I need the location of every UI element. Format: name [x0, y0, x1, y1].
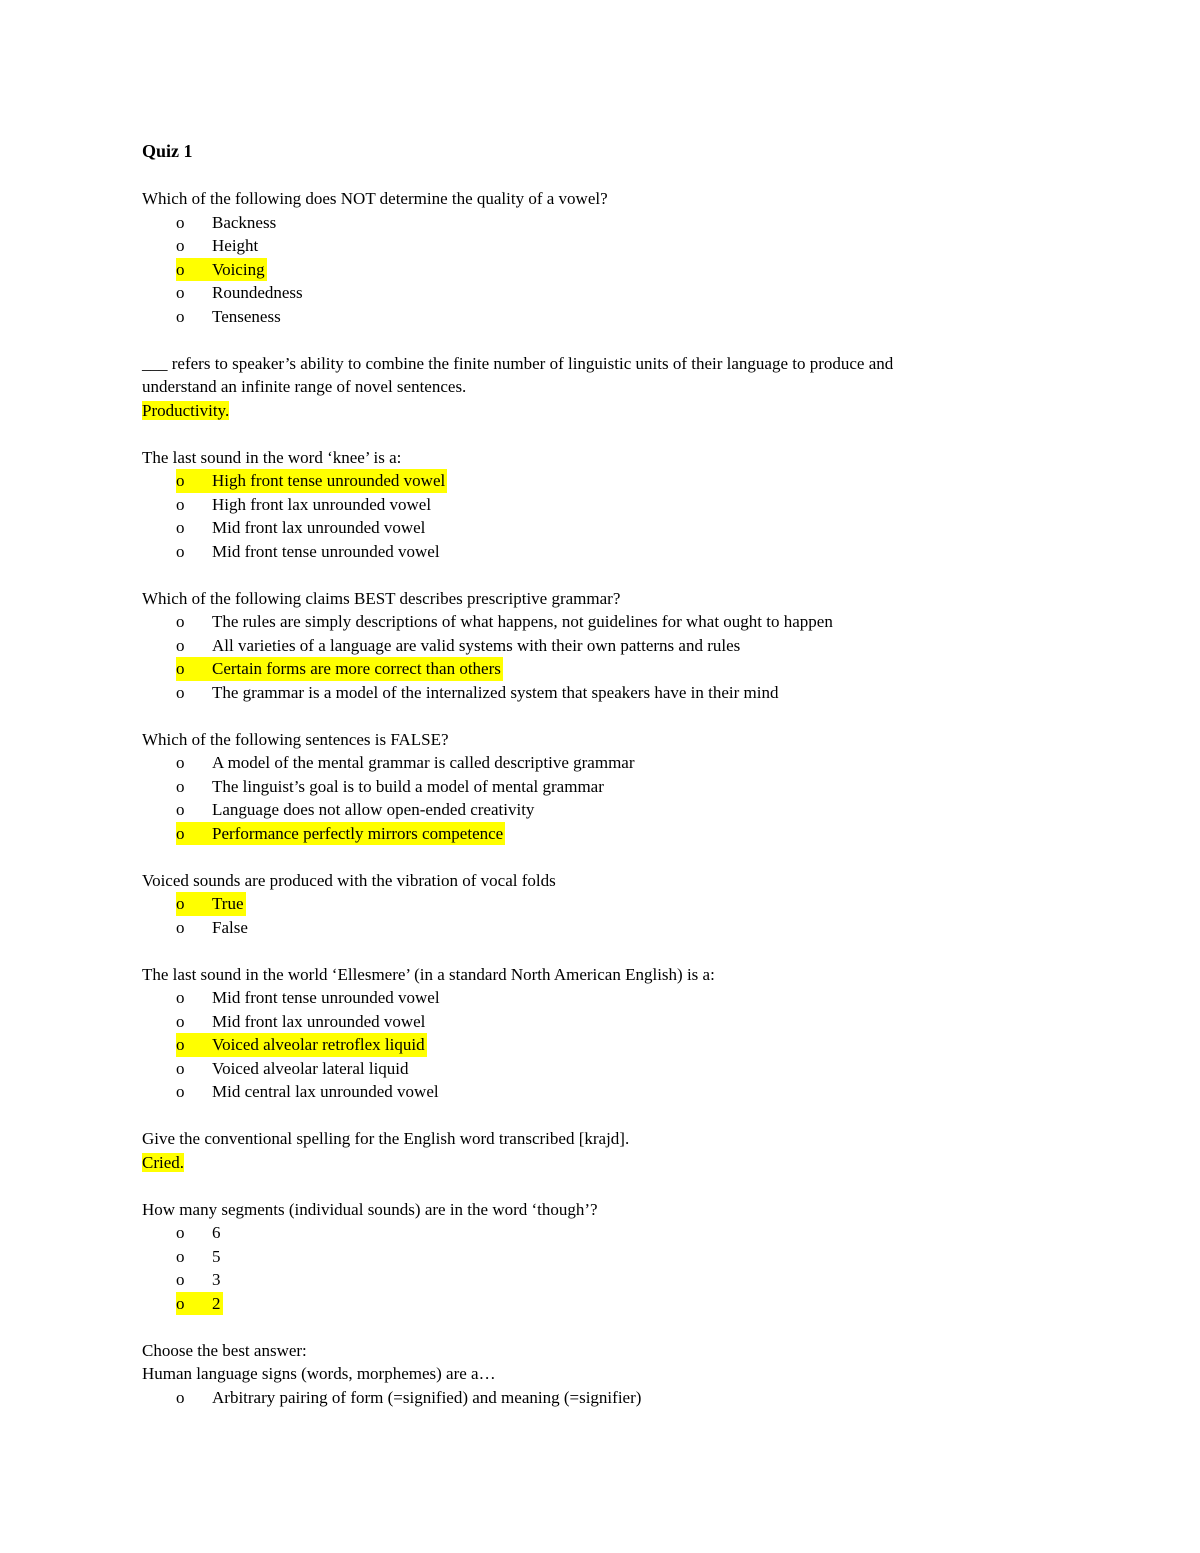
question-prompt: Which of the following claims BEST describes prescriptive grammar?	[142, 588, 621, 608]
option-text: High front tense unrounded vowel	[212, 471, 446, 490]
question-prompt: Which of the following does NOT determine the quality of a vowel?	[142, 189, 608, 208]
option-item	[142, 892, 1042, 916]
option-content	[176, 916, 250, 940]
bullet-icon: o	[176, 1082, 185, 1101]
bullet-icon: o	[176, 917, 185, 937]
option-text: Voicing	[212, 259, 265, 279]
option-text: Mid front tense unrounded vowel	[212, 988, 440, 1007]
option-list	[142, 610, 1042, 704]
option-text: Roundedness	[212, 283, 303, 302]
option-item	[142, 1386, 1042, 1410]
bullet-icon: o	[176, 541, 185, 561]
question-prompt: Voiced sounds are produced with the vibration of vocal folds	[142, 870, 556, 890]
option-content	[176, 1080, 441, 1104]
option-text: Voiced alveolar lateral liquid	[212, 1058, 409, 1078]
option-content	[176, 1010, 427, 1034]
option-item	[142, 540, 1042, 564]
highlighted-answer	[176, 1292, 223, 1316]
option-item	[142, 610, 1042, 634]
option-content	[176, 610, 835, 634]
question-prompt: ___ refers to speaker’s ability to combine the finite number of linguistic units of their language to produce and	[142, 353, 894, 373]
bullet-icon: o	[176, 259, 185, 279]
bullet-icon: o	[176, 1270, 185, 1289]
option-item	[142, 1221, 1042, 1245]
option-text: Height	[212, 236, 259, 255]
bullet-icon: o	[176, 1011, 185, 1031]
highlighted-answer	[176, 892, 246, 916]
bullet-icon: o	[176, 1293, 185, 1313]
bullet-icon: o	[176, 612, 185, 631]
option-content	[176, 751, 637, 775]
answer-text	[142, 1151, 1042, 1175]
option-text: The linguist’s goal is to build a model of mental grammar	[212, 776, 604, 796]
answer-text	[142, 399, 1042, 423]
bullet-icon: o	[176, 1035, 185, 1054]
option-item	[142, 281, 1042, 305]
bullet-icon: o	[176, 682, 185, 702]
option-item	[142, 1268, 1042, 1292]
bullet-icon: o	[176, 1058, 185, 1078]
question-block	[142, 352, 1042, 423]
document-page	[142, 138, 1042, 1433]
option-text: A model of the mental grammar is called descriptive grammar	[212, 753, 635, 772]
option-content	[176, 986, 442, 1010]
option-content	[176, 281, 305, 305]
option-item	[142, 1292, 1042, 1316]
question-block	[142, 187, 1042, 328]
question-block	[142, 587, 1042, 705]
option-item	[142, 822, 1042, 846]
option-item	[142, 493, 1042, 517]
question-prompt: The last sound in the word ‘knee’ is a:	[142, 447, 402, 467]
bullet-icon: o	[176, 988, 185, 1007]
bullet-icon: o	[176, 283, 185, 302]
option-content	[176, 211, 278, 235]
option-text: Mid front lax unrounded vowel	[212, 1011, 426, 1031]
bullet-icon: o	[176, 776, 185, 796]
answer-highlight: Cried.	[142, 1152, 185, 1172]
option-content	[176, 775, 606, 799]
question-prompt: The last sound in the world ‘Ellesmere’ (in a standard North American English) is a:	[142, 964, 715, 984]
option-text: Mid central lax unrounded vowel	[212, 1082, 439, 1101]
bullet-icon: o	[176, 306, 185, 326]
option-content	[176, 681, 781, 705]
question-block	[142, 963, 1042, 1104]
option-content	[176, 1268, 223, 1292]
option-list	[142, 1221, 1042, 1315]
question-prompt-continued: understand an infinite range of novel sentences.	[142, 377, 467, 396]
bullet-icon: o	[176, 236, 185, 255]
bullet-icon: o	[176, 212, 185, 232]
option-item	[142, 775, 1042, 799]
answer-highlight: Productivity.	[142, 400, 230, 420]
option-text: All varieties of a language are valid systems with their own patterns and rules	[212, 635, 741, 655]
bullet-icon: o	[176, 471, 185, 490]
option-item	[142, 681, 1042, 705]
option-item	[142, 986, 1042, 1010]
question-prompt: How many segments (individual sounds) are in the word ‘though’?	[142, 1199, 598, 1219]
bullet-icon: o	[176, 635, 185, 655]
option-text: Backness	[212, 212, 277, 232]
option-item	[142, 234, 1042, 258]
document-title: Quiz 1	[142, 141, 193, 161]
option-text: Voiced alveolar retroflex liquid	[212, 1035, 425, 1054]
question-block	[142, 869, 1042, 940]
option-text: 5	[212, 1246, 221, 1266]
option-text: Certain forms are more correct than others	[212, 659, 501, 678]
option-text: True	[212, 894, 244, 913]
highlighted-answer	[176, 1033, 427, 1057]
question-block	[142, 1198, 1042, 1316]
option-text: The grammar is a model of the internalized system that speakers have in their mind	[212, 682, 779, 702]
bullet-icon: o	[176, 518, 185, 537]
option-text: 3	[212, 1270, 221, 1289]
question-list	[142, 187, 1042, 1409]
bullet-icon: o	[176, 1246, 185, 1266]
question-block	[142, 1127, 1042, 1174]
highlighted-answer	[176, 469, 447, 493]
option-content	[176, 1057, 411, 1081]
option-text: 6	[212, 1223, 221, 1242]
question-block	[142, 728, 1042, 846]
option-content	[176, 798, 536, 822]
option-item	[142, 798, 1042, 822]
option-content	[176, 493, 433, 517]
option-item	[142, 1245, 1042, 1269]
option-item	[142, 1010, 1042, 1034]
option-content	[176, 516, 427, 540]
option-item	[142, 258, 1042, 282]
option-item	[142, 657, 1042, 681]
option-item	[142, 305, 1042, 329]
option-item	[142, 916, 1042, 940]
option-item	[142, 516, 1042, 540]
question-block	[142, 1339, 1042, 1410]
option-content	[176, 1245, 223, 1269]
bullet-icon: o	[176, 800, 185, 819]
highlighted-answer	[176, 822, 505, 846]
bullet-icon: o	[176, 1223, 185, 1242]
option-content	[176, 1221, 223, 1245]
option-list	[142, 986, 1042, 1104]
highlighted-answer	[176, 258, 267, 282]
option-content	[176, 1386, 643, 1410]
option-text: Mid front lax unrounded vowel	[212, 518, 426, 537]
option-item	[142, 751, 1042, 775]
option-text: Arbitrary pairing of form (=signified) and meaning (=signifier)	[212, 1387, 642, 1407]
bullet-icon: o	[176, 823, 185, 843]
question-prompt: Give the conventional spelling for the English word transcribed [krajd].	[142, 1129, 630, 1148]
option-text: False	[212, 917, 248, 937]
option-text: High front lax unrounded vowel	[212, 494, 432, 514]
option-list	[142, 469, 1042, 563]
option-item	[142, 1057, 1042, 1081]
option-item	[142, 1080, 1042, 1104]
question-prompt: Which of the following sentences is FALSE?	[142, 729, 449, 749]
option-content	[176, 305, 283, 329]
bullet-icon: o	[176, 1387, 185, 1407]
option-list	[142, 1386, 1042, 1410]
option-text: Tenseness	[212, 306, 281, 326]
option-text: 2	[212, 1293, 221, 1313]
bullet-icon: o	[176, 753, 185, 772]
option-content	[176, 540, 442, 564]
option-item	[142, 469, 1042, 493]
bullet-icon: o	[176, 659, 185, 678]
question-block	[142, 446, 1042, 564]
option-item	[142, 634, 1042, 658]
option-text: Language does not allow open-ended creativity	[212, 800, 535, 819]
option-content	[176, 234, 260, 258]
option-list	[142, 892, 1042, 939]
option-item	[142, 1033, 1042, 1057]
highlighted-answer	[176, 657, 503, 681]
bullet-icon: o	[176, 894, 185, 913]
bullet-icon: o	[176, 494, 185, 514]
option-content	[176, 634, 742, 658]
option-text: The rules are simply descriptions of what happens, not guidelines for what ought to happen	[212, 612, 833, 631]
option-item	[142, 211, 1042, 235]
option-list	[142, 751, 1042, 845]
option-list	[142, 211, 1042, 329]
option-text: Mid front tense unrounded vowel	[212, 541, 440, 561]
option-text: Performance perfectly mirrors competence	[212, 823, 504, 843]
question-prompt-continued: Human language signs (words, morphemes) are a…	[142, 1364, 496, 1383]
question-prompt: Choose the best answer:	[142, 1340, 307, 1360]
